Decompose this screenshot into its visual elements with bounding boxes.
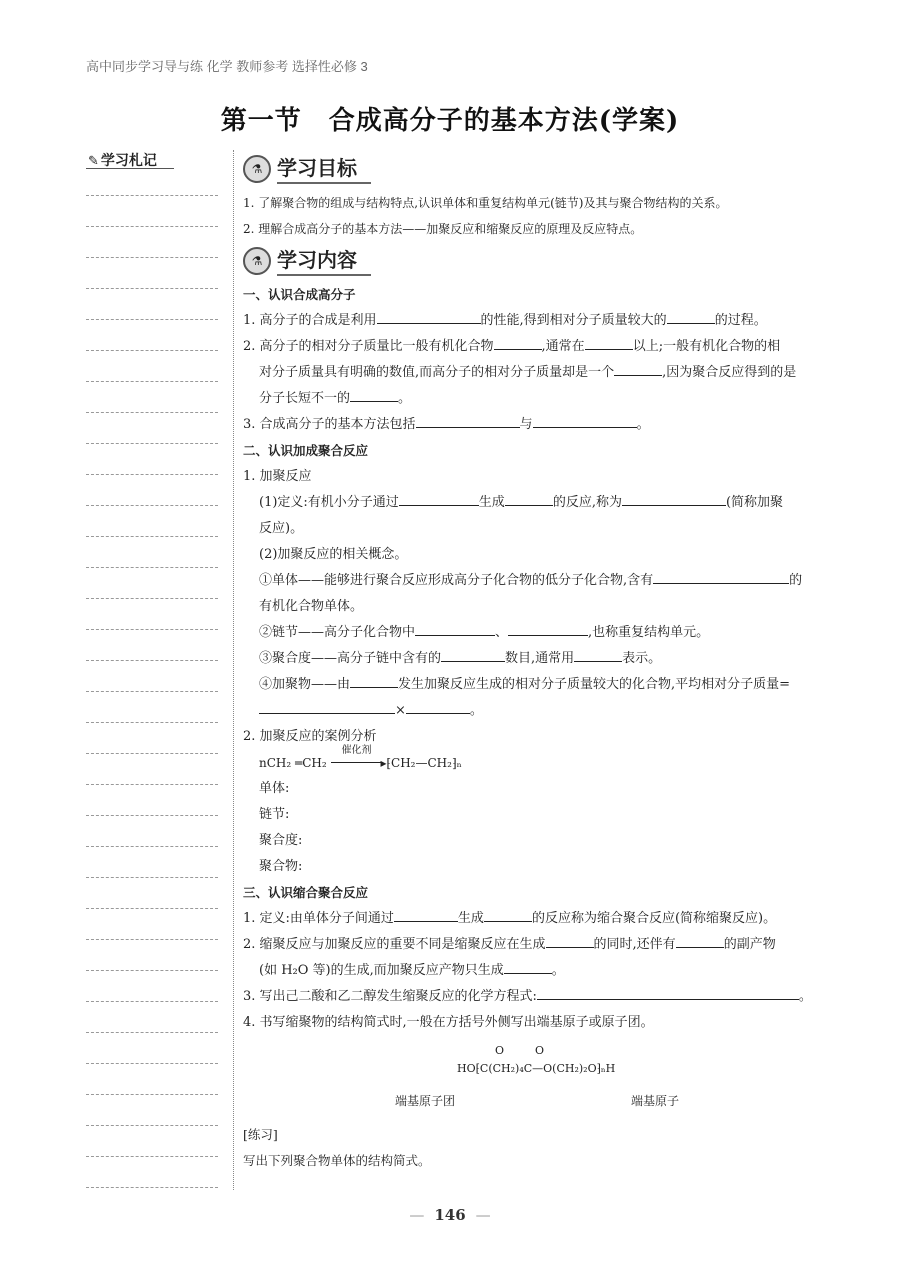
note-line bbox=[86, 567, 218, 568]
polymerization-equation: nCH₂ ═CH₂ 催化剂 ▸ ⁅CH₂—CH₂⁆ₙ bbox=[243, 750, 823, 776]
note-line bbox=[86, 877, 218, 878]
polyester-formula: HO⁅C(CH₂)₄C—O(CH₂)₂O⁆ₙH bbox=[457, 1062, 616, 1075]
paragraph-line: ②链节——高分子化合物中 、 ,也称重复结构单元。 bbox=[243, 620, 823, 646]
answer-blank[interactable] bbox=[508, 621, 588, 636]
note-line bbox=[86, 443, 218, 444]
answer-blank[interactable] bbox=[622, 491, 726, 506]
answer-blank[interactable] bbox=[614, 361, 662, 376]
goal-item: 2. 理解合成高分子的基本方法——加聚反应和缩聚反应的原理及反应特点。 bbox=[243, 222, 643, 236]
note-line bbox=[86, 598, 218, 599]
pen-icon: ✎ bbox=[88, 154, 99, 169]
note-line bbox=[86, 815, 218, 816]
note-line bbox=[86, 505, 218, 506]
paragraph-line: ④加聚物——由 发生加聚反应生成的相对分子质量较大的化合物,平均相对分子质量= bbox=[243, 672, 823, 698]
note-line bbox=[86, 660, 218, 661]
note-line bbox=[86, 536, 218, 537]
answer-blank[interactable] bbox=[484, 907, 532, 922]
paragraph-line: 2. 缩聚反应与加聚反应的重要不同是缩聚反应在生成 的同时,还伴有 的副产物 bbox=[243, 932, 823, 958]
footer-dash: — bbox=[475, 1206, 491, 1224]
paragraph-line: × 。 bbox=[243, 698, 823, 724]
note-line bbox=[86, 226, 218, 227]
question-monomer: 单体: bbox=[259, 781, 290, 796]
paragraph-line: (2)加聚反应的相关概念。 bbox=[259, 547, 408, 562]
flask-icon: ⚗ bbox=[243, 155, 271, 183]
note-line bbox=[86, 1187, 218, 1188]
carbonyl-oxygen: O bbox=[535, 1044, 545, 1057]
paragraph-line: 反应)。 bbox=[259, 521, 304, 536]
end-atom-label: 端基原子 bbox=[631, 1094, 680, 1108]
practice-label: [练习] bbox=[243, 1127, 278, 1142]
note-line bbox=[86, 753, 218, 754]
flask-icon: ⚗ bbox=[243, 247, 271, 275]
paragraph-line: 1. 加聚反应 bbox=[243, 469, 312, 484]
note-line bbox=[86, 1001, 218, 1002]
answer-blank[interactable] bbox=[505, 491, 553, 506]
page-footer bbox=[0, 1206, 900, 1224]
running-header: 高中同步学习导与练 化学 教师参考 选择性必修 3 bbox=[86, 59, 368, 74]
question-polymer: 聚合物: bbox=[259, 859, 303, 874]
section-heading: 二、认识加成聚合反应 bbox=[243, 443, 369, 458]
answer-blank[interactable] bbox=[574, 647, 622, 662]
page-title: 第一节 合成高分子的基本方法(学案) bbox=[220, 106, 680, 136]
question-degree: 聚合度: bbox=[259, 833, 303, 848]
answer-blank[interactable] bbox=[537, 985, 799, 1000]
note-line bbox=[86, 474, 218, 475]
note-line bbox=[86, 846, 218, 847]
paragraph-line: ③聚合度——高分子链中含有的 数目,通常用 表示。 bbox=[243, 646, 823, 672]
answer-blank[interactable] bbox=[441, 647, 505, 662]
polyester-structure bbox=[243, 1036, 823, 1122]
answer-blank[interactable] bbox=[667, 309, 715, 324]
note-line bbox=[86, 784, 218, 785]
study-notes-label: ✎ 学习札记 bbox=[88, 153, 157, 169]
answer-blank[interactable] bbox=[377, 309, 481, 324]
answer-blank[interactable] bbox=[416, 413, 520, 428]
answer-blank[interactable] bbox=[415, 621, 495, 636]
carbonyl-oxygen: O bbox=[495, 1044, 505, 1057]
answer-blank[interactable] bbox=[676, 933, 724, 948]
end-group-label: 端基原子团 bbox=[395, 1094, 456, 1108]
answer-blank[interactable] bbox=[350, 387, 398, 402]
paragraph-line: 2. 高分子的相对分子质量比一般有机化合物 ,通常在 以上;一般有机化合物的相 bbox=[243, 334, 823, 360]
paragraph-line: 4. 书写缩聚物的结构简式时,一般在方括号外侧写出端基原子或原子团。 bbox=[243, 1015, 654, 1030]
page-number: 146 bbox=[434, 1206, 466, 1224]
paragraph-line: (1)定义:有机小分子通过 生成 的反应,称为 (简称加聚 bbox=[243, 490, 823, 516]
note-line bbox=[86, 1032, 218, 1033]
note-line bbox=[86, 1156, 218, 1157]
paragraph-line: 有机化合物单体。 bbox=[259, 599, 364, 614]
content-heading: ⚗ 学习内容 bbox=[243, 242, 823, 280]
paragraph-line: 1. 定义:由单体分子间通过 生成 的反应称为缩合聚合反应(简称缩聚反应)。 bbox=[243, 906, 823, 932]
answer-blank[interactable] bbox=[504, 959, 552, 974]
section-heading: 一、认识合成高分子 bbox=[243, 287, 356, 302]
note-line bbox=[86, 1094, 218, 1095]
goal-item: 1. 了解聚合物的组成与结构特点,认识单体和重复结构单元(链节)及其与聚合物结构的关系。 bbox=[243, 196, 728, 210]
question-chain-unit: 链节: bbox=[259, 807, 290, 822]
answer-blank[interactable] bbox=[350, 673, 398, 688]
answer-blank[interactable] bbox=[394, 907, 458, 922]
column-divider bbox=[233, 150, 234, 1190]
note-line bbox=[86, 722, 218, 723]
note-line bbox=[86, 319, 218, 320]
answer-blank[interactable] bbox=[546, 933, 594, 948]
paragraph-line: 2. 加聚反应的案例分析 bbox=[243, 729, 377, 744]
answer-blank[interactable] bbox=[406, 699, 470, 714]
note-line bbox=[86, 939, 218, 940]
answer-blank[interactable] bbox=[494, 335, 542, 350]
answer-blank[interactable] bbox=[533, 413, 637, 428]
note-line bbox=[86, 257, 218, 258]
answer-blank[interactable] bbox=[399, 491, 479, 506]
goals-heading: ⚗ 学习目标 bbox=[243, 150, 823, 188]
paragraph-line: 3. 写出己二酸和乙二醇发生缩聚反应的化学方程式: 。 bbox=[243, 984, 823, 1010]
note-line bbox=[86, 1063, 218, 1064]
note-line bbox=[86, 908, 218, 909]
section-heading: 三、认识缩合聚合反应 bbox=[243, 885, 369, 900]
reaction-arrow: 催化剂 ▸ bbox=[331, 750, 383, 776]
note-line bbox=[86, 1125, 218, 1126]
main-content bbox=[243, 150, 823, 1174]
footer-dash: — bbox=[409, 1206, 425, 1224]
paragraph-line: 分子长短不一的 。 bbox=[243, 386, 823, 412]
paragraph-line: 1. 高分子的合成是利用 的性能,得到相对分子质量较大的 的过程。 bbox=[243, 308, 823, 334]
paragraph-line: (如 H₂O 等)的生成,而加聚反应产物只生成 。 bbox=[243, 958, 823, 984]
answer-blank[interactable] bbox=[585, 335, 633, 350]
answer-blank[interactable] bbox=[259, 699, 395, 714]
notes-underline bbox=[86, 168, 174, 169]
paragraph-line: 3. 合成高分子的基本方法包括 与 。 bbox=[243, 412, 823, 438]
note-line bbox=[86, 970, 218, 971]
note-line bbox=[86, 195, 218, 196]
paragraph-line: 对分子质量具有明确的数值,而高分子的相对分子质量却是一个 ,因为聚合反应得到的是 bbox=[243, 360, 823, 386]
note-line bbox=[86, 691, 218, 692]
practice-text: 写出下列聚合物单体的结构简式。 bbox=[243, 1153, 431, 1168]
paragraph-line: ①单体——能够进行聚合反应形成高分子化合物的低分子化合物,含有 的 bbox=[243, 568, 823, 594]
note-line bbox=[86, 412, 218, 413]
note-line bbox=[86, 288, 218, 289]
note-line bbox=[86, 629, 218, 630]
note-line bbox=[86, 381, 218, 382]
note-line bbox=[86, 350, 218, 351]
answer-blank[interactable] bbox=[653, 569, 789, 584]
